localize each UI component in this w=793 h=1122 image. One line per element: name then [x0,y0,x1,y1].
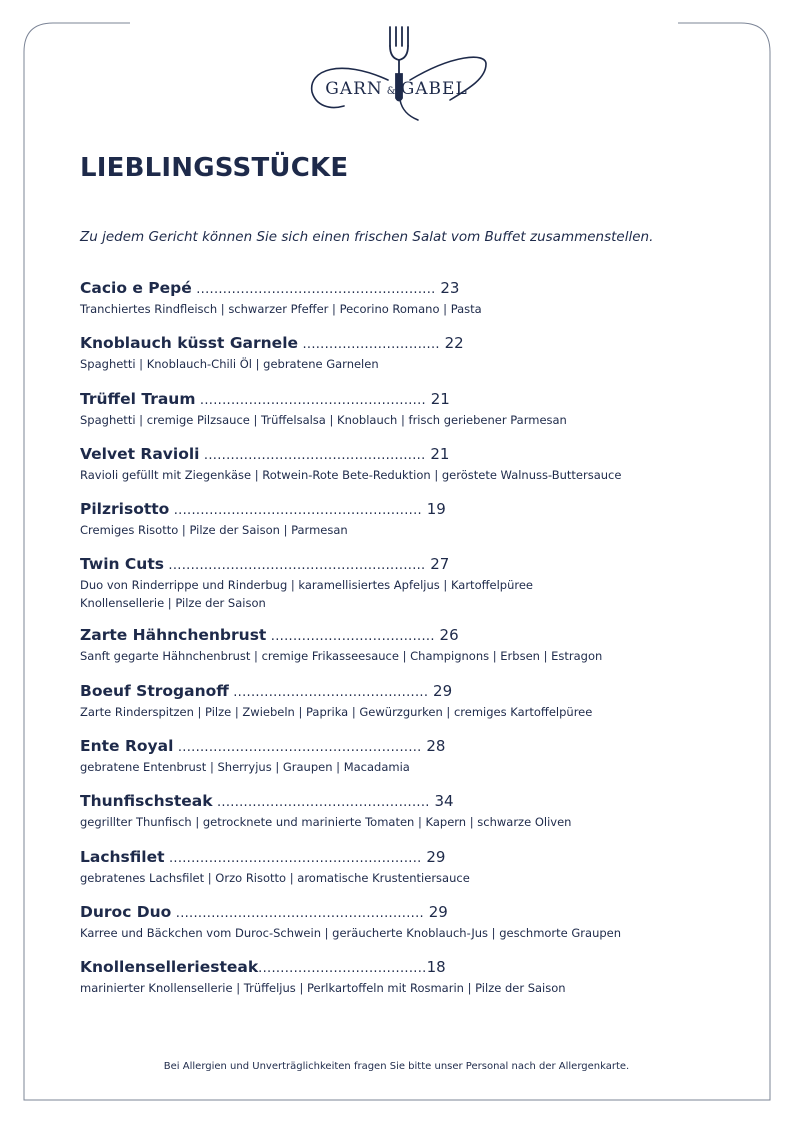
dish-description: Spaghetti | Knoblauch-Chili Öl | gebratene Garnelen [80,357,379,372]
dish-price: 18 [426,958,446,977]
menu-item [80,389,720,444]
menu-item [80,791,720,846]
menu-item [80,957,720,1012]
dish-price: 28 [421,737,446,756]
dish-price: 29 [423,902,448,921]
menu-item [80,681,720,736]
dish-description: Sanft gegarte Hähnchenbrust | cremige Frikasseesauce | Champignons | Erbsen | Estragon [80,649,603,664]
dish-name: Duroc Duo [80,902,172,921]
dot-leader: ......................................................... [164,850,422,866]
dot-leader: ....................................................... [173,740,422,756]
dish-name: Cacio e Pepé [80,279,192,297]
menu-item [80,333,720,388]
menu-item [80,902,720,957]
menu-item [80,736,720,791]
dish-price: 21 [425,389,450,408]
dish-name: Twin Cuts [80,555,164,574]
dish-price: 21 [425,444,450,463]
dot-leader: ............................... [298,337,440,353]
menu-item [80,625,720,680]
dish-description: Zarte Rinderspitzen | Pilze | Zwiebeln | Paprika | Gewürzgurken | cremiges Kartoffelpüree [80,704,593,719]
dish-name: Ente Royal [80,737,174,756]
dish-name: Pilzrisotto [80,500,170,519]
intro-text: Zu jedem Gericht können Sie sich einen frischen Salat vom Buffet zusammenstellen. [80,229,654,245]
dish-name: Knoblauch küsst Garnele [80,334,299,353]
dish-name: Thunfischsteak [80,792,213,811]
dish-name: Zarte Hähnchenbrust [80,626,267,645]
dish-name: Knollenselleriesteak [80,958,259,977]
dish-price: 27 [425,555,450,574]
dish-price: 29 [428,681,453,700]
menu-item [80,444,720,499]
dish-description: Spaghetti | cremige Pilzsauce | Trüffelsalsa | Knoblauch | frisch geriebener Parmesan [80,412,567,427]
dish-price: 34 [429,792,454,811]
dot-leader: ................................................ [212,795,430,811]
dot-leader: ........................................................ [169,503,422,519]
dish-price: 29 [421,847,446,866]
dish-description: marinierter Knollensellerie | Trüffeljus | Perlkartoffeln mit Rosmarin | Pilze der Saison [80,981,566,996]
allergy-note: Bei Allergien und Unverträglichkeiten fragen Sie bitte unser Personal nach der Allergenkarte. [163,1061,630,1072]
dot-leader: ..................................... [266,629,435,645]
menu-list [80,278,720,1013]
page-title: LIEBLINGSSTÜCKE [80,153,349,183]
dish-price: 22 [439,334,464,353]
dish-description: gegrillter Thunfisch | getrocknete und marinierte Tomaten | Kapern | schwarze Oliven [80,815,572,830]
dish-description: Ravioli gefüllt mit Ziegenkäse | Rotwein-Rote Bete-Reduktion | geröstete Walnuss-Buttersauce [80,467,622,482]
menu-item [80,499,720,554]
dish-name: Velvet Ravioli [80,444,200,463]
dot-leader: ................................................... [195,392,426,408]
logo-wordmark [0,79,793,99]
dish-description: Cremiges Risotto | Pilze der Saison | Parmesan [80,523,348,538]
dish-name: Boeuf Stroganoff [80,681,229,700]
dish-description: gebratenes Lachsfilet | Orzo Risotto | aromatische Krustentiersauce [80,870,470,885]
dot-leader: ........................................................ [171,905,424,921]
logo-word-left: GARN [325,79,383,99]
dish-description-line-2: Knollensellerie | Pilze der Saison [80,596,266,611]
dot-leader: ...................................................... [191,282,436,297]
dish-description: Tranchiertes Rindfleisch | schwarzer Pfeffer | Pecorino Romano | Pasta [80,302,482,316]
logo-word-right: GABEL [400,79,468,99]
menu-item [80,847,720,902]
logo-ampersand: & [386,86,397,97]
dish-name: Trüffel Traum [80,389,196,408]
dish-name: Lachsfilet [80,847,165,866]
dish-description: Duo von Rinderrippe und Rinderbug | karamellisiertes Apfeljus | Kartoffelpüree [80,578,534,593]
logo-graphic [300,24,500,124]
menu-item [80,278,720,333]
menu-item [80,554,720,625]
dot-leader: ...................................... [258,961,427,977]
dot-leader: .......................................................... [163,558,426,574]
dish-price: 19 [421,500,446,519]
dish-description: gebratene Entenbrust | Sherryjus | Graupen | Macadamia [80,760,410,775]
dot-leader: ............................................ [228,684,429,700]
dot-leader: .................................................. [199,447,426,463]
dish-price: 23 [435,279,460,297]
dish-price: 26 [434,626,459,645]
dish-description: Karree und Bäckchen vom Duroc-Schwein | geräucherte Knoblauch-Jus | geschmorte Graupen [80,925,622,940]
